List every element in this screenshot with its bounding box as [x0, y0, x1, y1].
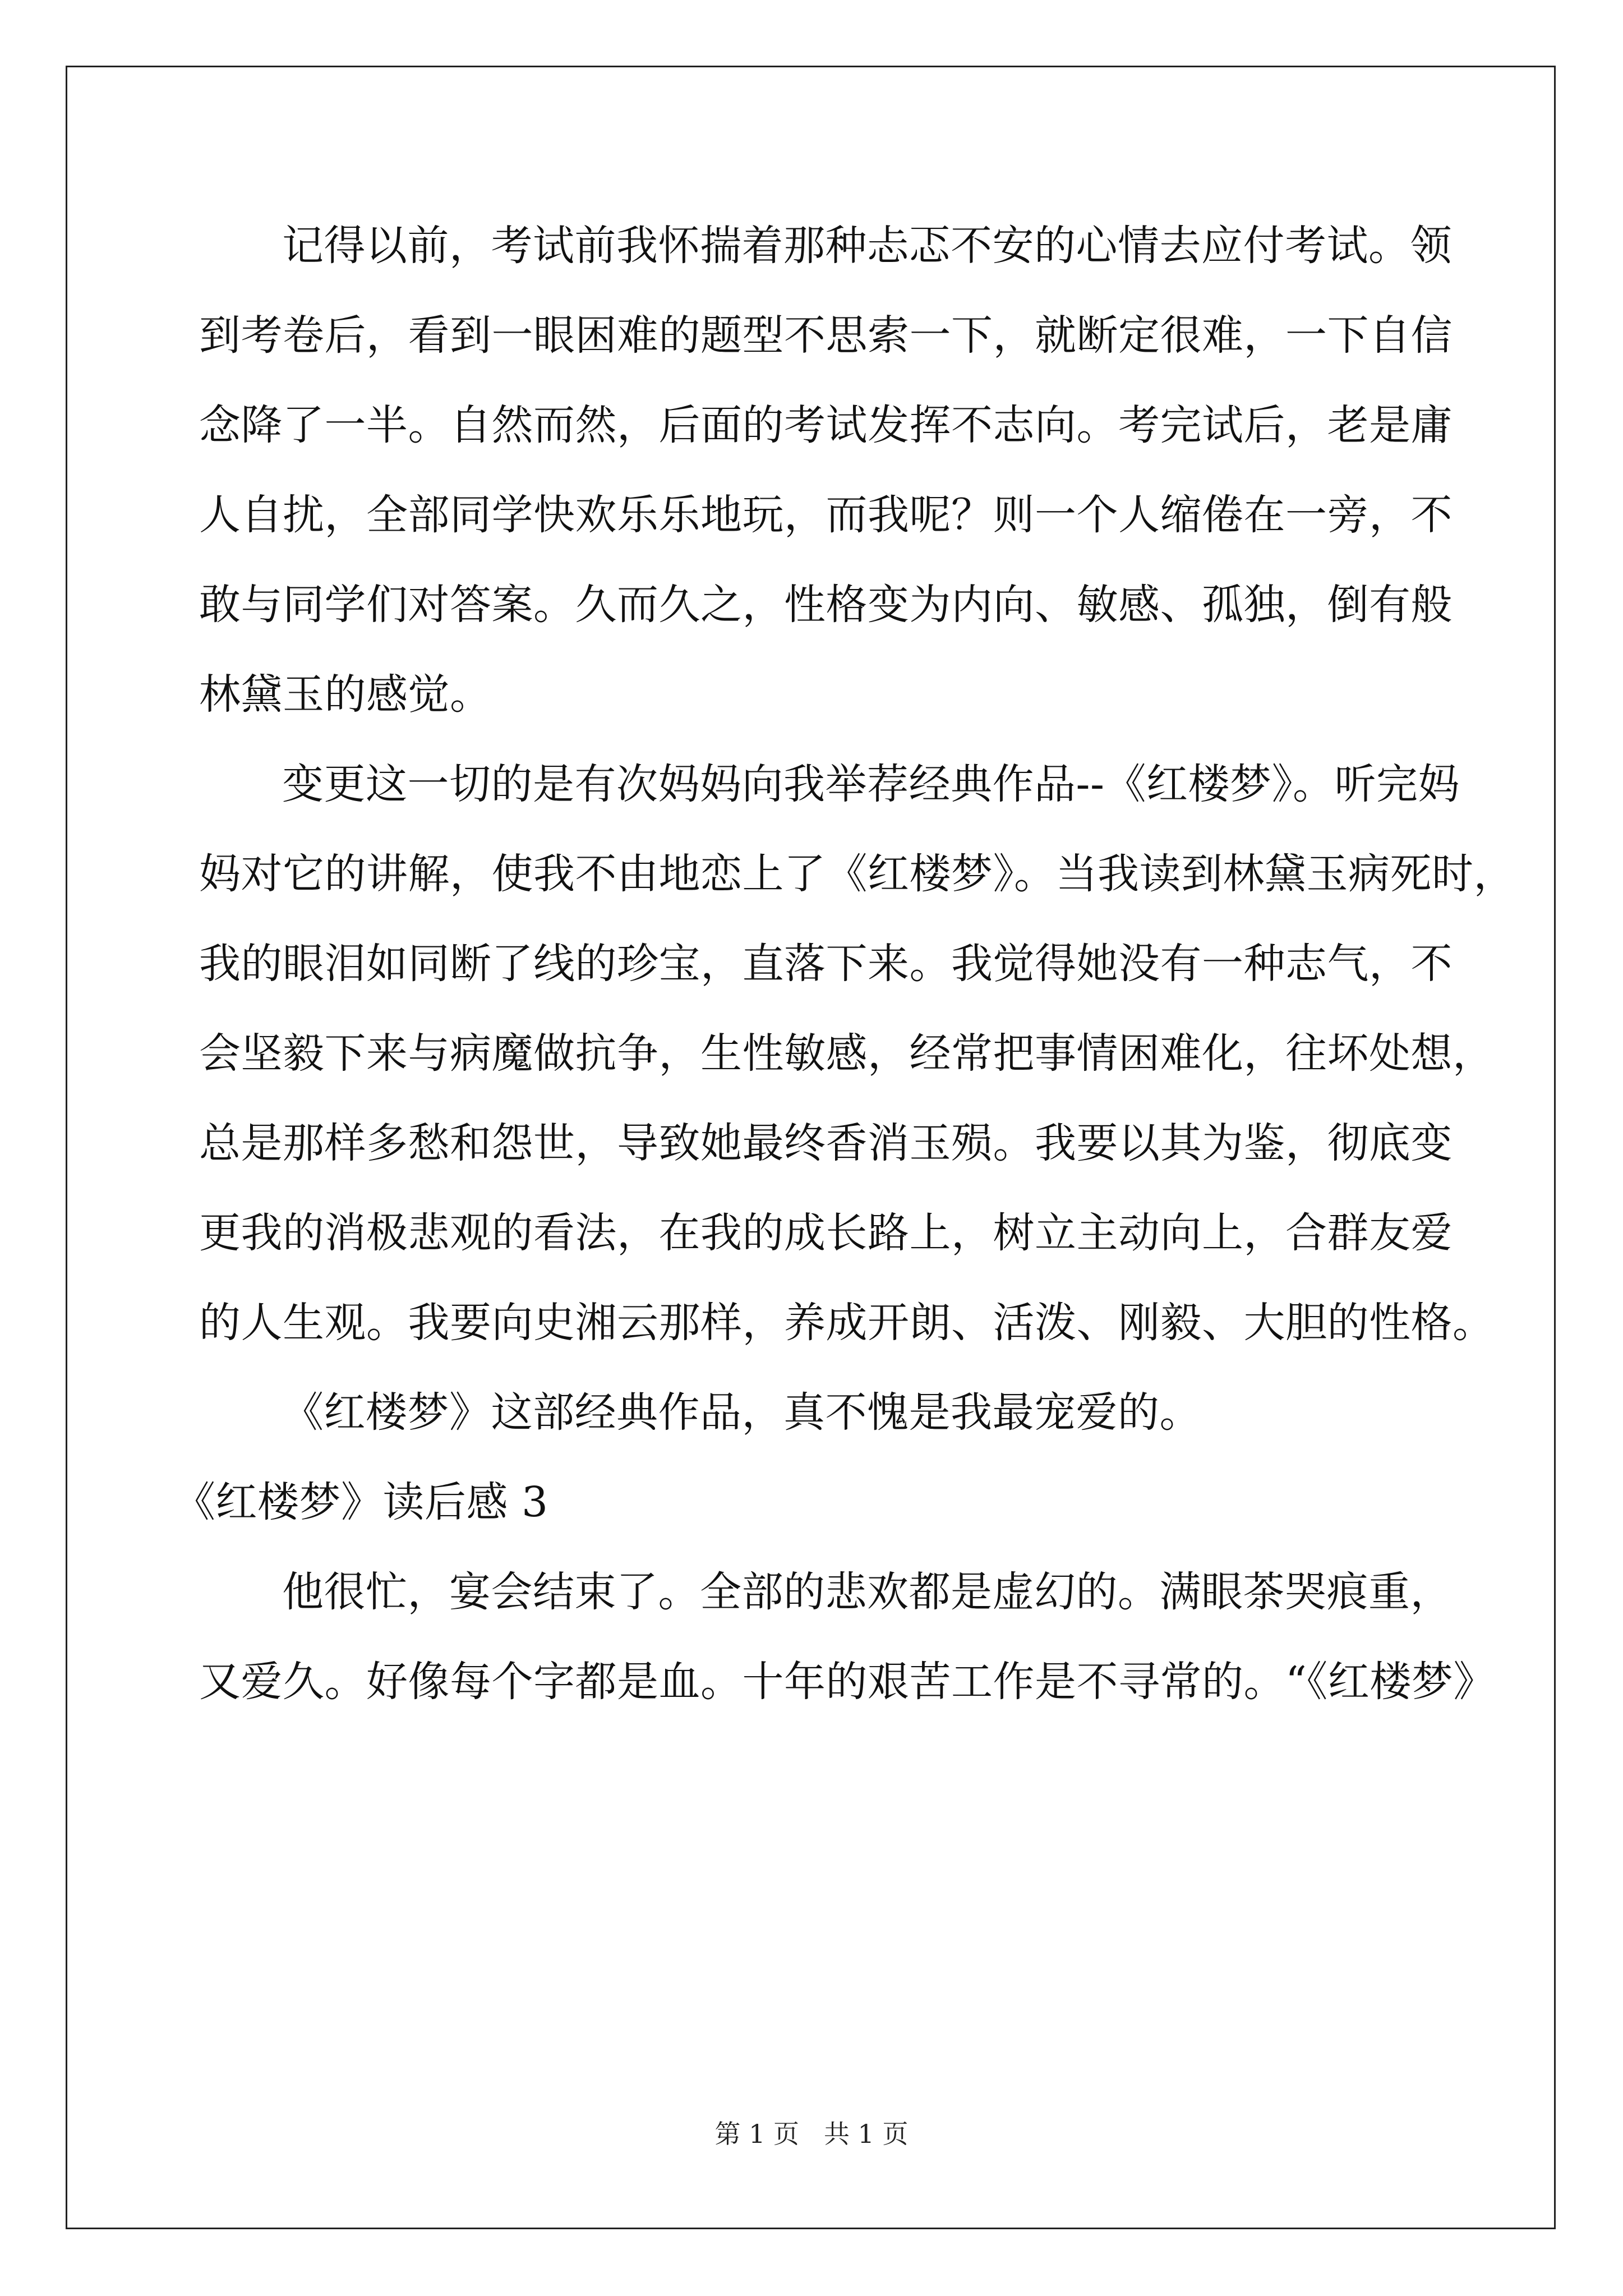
paragraph-line: 《红楼梦》这部经典作品，真不愧是我最宠爱的。 [282, 1388, 1201, 1437]
paragraph-line: 会坚毅下来与病魔做抗争，生性敏感，经常把事情困难化，往坏处想， [199, 1029, 1495, 1078]
paragraph-line: 人自扰，全部同学快欢乐乐地玩，而我呢？则一个人缩倦在一旁，不 [199, 491, 1453, 539]
paragraph-line: 林黛玉的感觉。 [199, 670, 492, 719]
paragraph-line: 到考卷后，看到一眼困难的题型不思索一下，就断定很难，一下自信 [199, 311, 1453, 360]
paragraph-line: 他很忙，宴会结束了。全部的悲欢都是虚幻的。满眼茶哭痕重， [282, 1568, 1452, 1616]
paragraph-line: 变更这一切的是有次妈妈向我举荐经典作品--《红楼梦》。听完妈 [282, 760, 1460, 808]
paragraph-line: 的人生观。我要向史湘云那样，养成开朗、活泼、刚毅、大胆的性格。 [199, 1299, 1495, 1347]
paragraph-line: 妈对它的讲解，使我不由地恋上了《红楼梦》。当我读到林黛玉病死时， [199, 850, 1515, 898]
paragraph-line: 念降了一半。自然而然，后面的考试发挥不志向。考完试后，老是庸 [199, 401, 1453, 449]
paragraph-line: 又爱久。好像每个字都是血。十年的艰苦工作是不寻常的。“《红楼梦》 [199, 1658, 1495, 1706]
page-number: 第 1 页 [714, 2119, 800, 2149]
paragraph-line: 我的眼泪如同断了线的珍宝，直落下来。我觉得她没有一种志气，不 [199, 940, 1453, 988]
page-total: 共 1 页 [823, 2119, 909, 2149]
paragraph-line: 敢与同学们对答案。久而久之，性格变为内向、敏感、孤独，倒有般 [199, 581, 1453, 629]
paragraph-line: 更我的消极悲观的看法，在我的成长路上，树立主动向上，合群友爱 [199, 1209, 1453, 1257]
paragraph-line: 总是那样多愁和怨世，导致她最终香消玉殒。我要以其为鉴，彻底变 [199, 1119, 1453, 1167]
page-footer [0, 2117, 1623, 2151]
section-heading: 《红楼梦》读后感 3 [174, 1478, 548, 1526]
paragraph-line: 记得以前，考试前我怀揣着那种忐忑不安的心情去应付考试。领 [282, 222, 1452, 270]
